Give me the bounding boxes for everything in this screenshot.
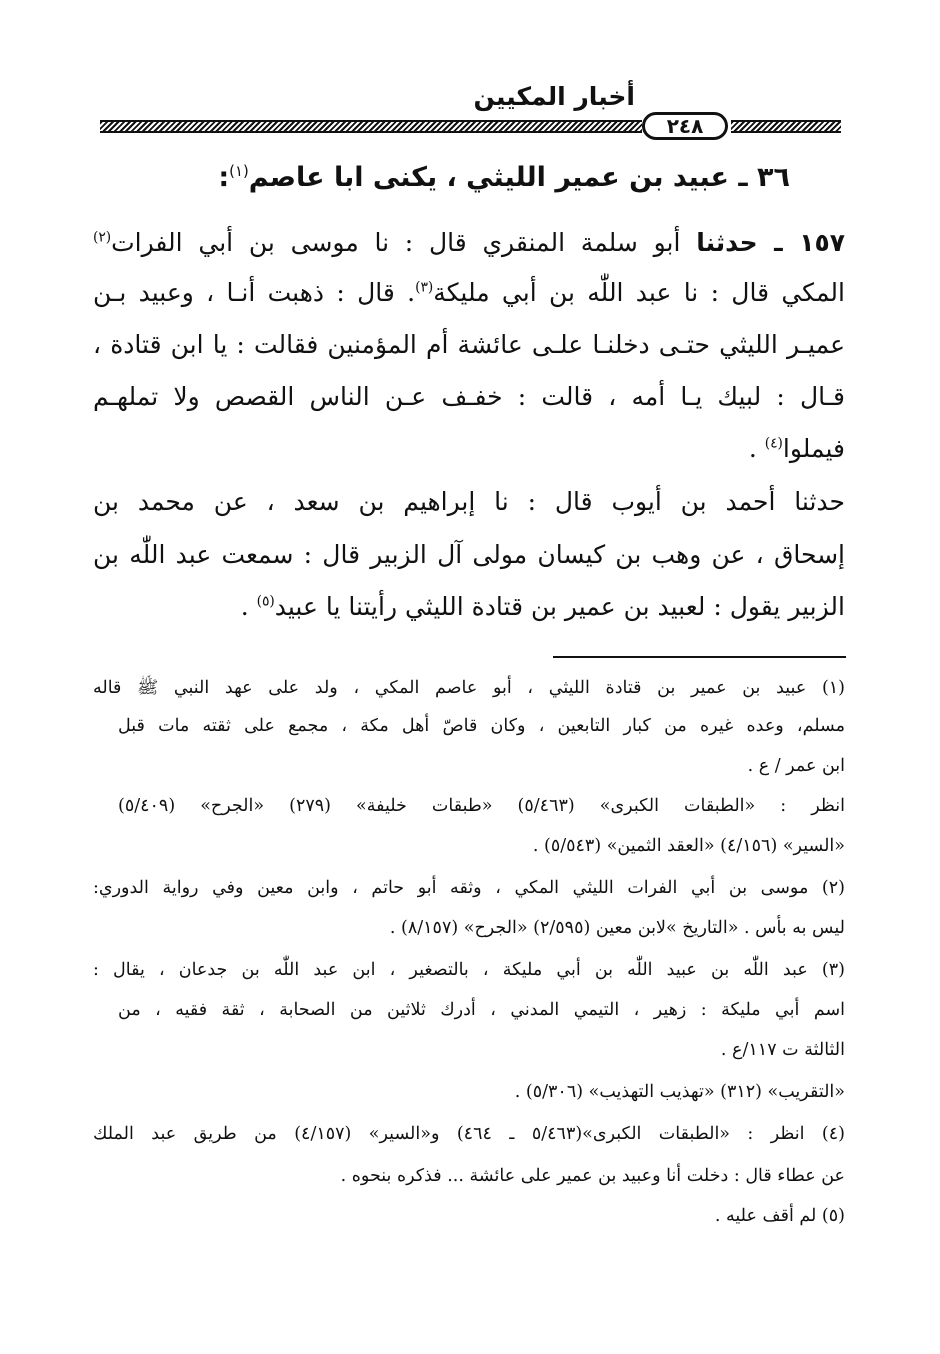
paragraph2-text-4: . <box>240 592 257 621</box>
footnote-line: «التقريب» (٣١٢) «تهذيب التهذيب» (٥/٣٠٦) . <box>514 1082 845 1102</box>
hadith-number: ١٥٧ ـ حدثنا <box>696 228 845 257</box>
footnote-line: مسلم، وعده غيره من كبار التابعين ، وكان قاصّ أهل مكة ، مجمع على ثقته مات قبل <box>118 716 845 736</box>
footnote-line: انظر : «الطبقات الكبرى» (٥/٤٦٣) «طبقات خليفة» (٢٧٩) «الجرح» (٥/٤٠٩) <box>118 796 845 816</box>
footnote-line: (٢) موسى بن أبي الفرات الليثي المكي ، وثقه أبو حاتم ، وابن معين وفي رواية الدوري: <box>93 878 845 898</box>
heading-tail: : <box>218 162 230 193</box>
header-rule-left <box>100 120 642 133</box>
paragraph1-text-7: . <box>748 434 765 463</box>
paragraph1-line-3: عميـر الليثي حتـى دخلنـا علـى عائشة أم المؤمنين فقالت : يا ابن قتادة ، <box>93 330 845 359</box>
note-ref-4: (٤) <box>764 435 783 452</box>
note-ref-3: (٣) <box>415 279 434 296</box>
footnote-line: عن عطاء قال : دخلت أنا وعبيد بن عمير على عائشة ... فذكره بنحوه . <box>340 1166 845 1186</box>
footnote-line: ابن عمر / ع . <box>747 756 845 776</box>
footnote-line: (٥) لم أقف عليه . <box>714 1206 845 1226</box>
footnote-divider <box>553 656 846 658</box>
footnote-line: (٣) عبد اللّٰه بن عبيد اللّٰه بن أبي مليكة ، بالتصغير ، ابن عبد اللّٰه بن جدعان ، يقال : <box>93 960 845 980</box>
footnote-line: (١) عبيد بن عمير بن قتادة الليثي ، أبو عاصم المكي ، ولد على عهد النبي ﷺ قاله <box>93 678 845 698</box>
paragraph1-line-4: قـال : لبيك يـا أمه ، قالت : خفـف عـن الناس القصص ولا تملهـم <box>93 382 845 411</box>
footnote-line: «السير» (٤/١٥٦) «العقد الثمين» (٥/٥٤٣) . <box>532 836 845 856</box>
heading-text: ٣٦ ـ عبيد بن عمير الليثي ، يكنى ابا عاصم <box>248 162 790 193</box>
paragraph1-line-1 <box>93 228 845 257</box>
header-rule <box>100 116 841 144</box>
paragraph1-text-6: فيملوا <box>782 434 845 463</box>
paragraph1-text-3: . قال : ذهبت أنـا ، وعبيد بـن <box>93 278 416 307</box>
section-heading <box>218 162 790 193</box>
note-ref-2: (٢) <box>93 229 112 246</box>
note-ref-5: (٥) <box>256 593 275 610</box>
paragraph2-line-3 <box>93 592 845 621</box>
paragraph2-text-3: الزبير يقول : لعبيد بن عمير بن قتادة الليثي رأيتنا يا عبيد <box>274 592 845 621</box>
paragraph1-text-1: أبو سلمة المنقري قال : نا موسى بن أبي الفرات <box>111 228 697 257</box>
paragraph2-line-2: إسحاق ، عن وهب بن كيسان مولى آل الزبير قال : سمعت عبد اللّٰه بن <box>93 540 845 569</box>
paragraph1-text-2: المكي قال : نا عبد اللّٰه بن أبي مليكة <box>433 278 845 307</box>
footnote-line: (٤) انظر : «الطبقات الكبرى»(٥/٤٦٣ ـ ٤٦٤) و«السير» (٤/١٥٧) من طريق عبد الملك <box>93 1124 845 1144</box>
footnote-line: الثالثة ت ١١٧/ع . <box>720 1040 845 1060</box>
footnote-line: ليس به بأس . «التاريخ »لابن معين (٢/٥٩٥) «الجرح» (٨/١٥٧) . <box>389 918 845 938</box>
heading-note-ref: (١) <box>229 162 249 180</box>
footnote-line: اسم أبي مليكة : زهير ، التيمي المدني ، أدرك ثلاثين من الصحابة ، ثقة فقيه ، من <box>118 1000 845 1020</box>
running-title: أخبار المكيين <box>473 82 635 111</box>
page-number: ٢٤٨ <box>642 112 728 140</box>
paragraph1-line-5 <box>93 434 845 463</box>
paragraph2-line-1: حدثنا أحمد بن أيوب قال : نا إبراهيم بن سعد ، عن محمد بن <box>93 487 845 516</box>
header-rule-right <box>731 120 841 133</box>
paragraph1-line-2 <box>93 278 845 307</box>
